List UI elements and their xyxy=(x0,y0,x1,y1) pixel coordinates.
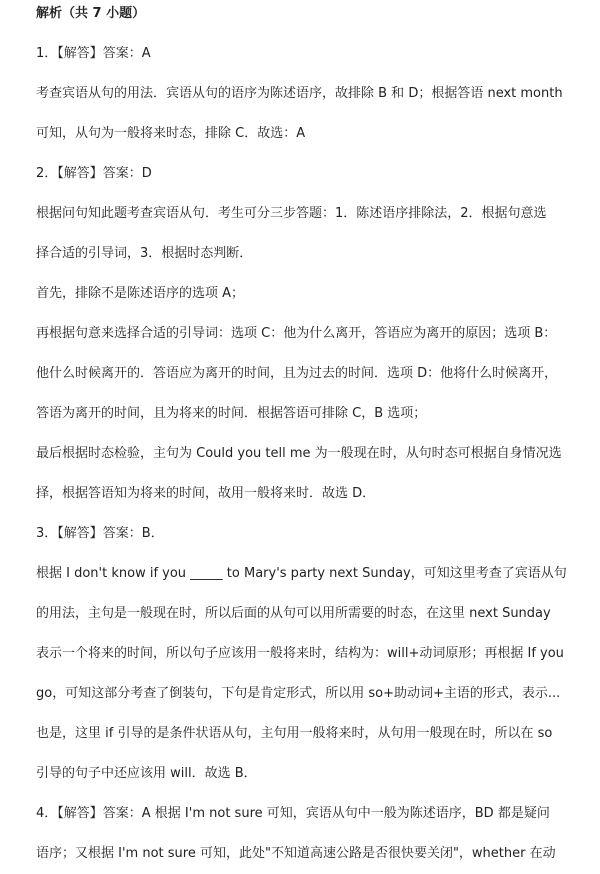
answer-2-text-line: 择，根据答语知为将来的时间，故用一般将来时．故选 D． xyxy=(36,486,376,501)
answer-1-header: 1．【解答】答案：A xyxy=(36,46,151,61)
answer-1-text-line: 考查宾语从句的用法．宾语从句的语序为陈述语序，故排除 B 和 D；根据答语 next month xyxy=(36,86,563,101)
answer-2-text-line: 根据问句知此题考查宾语从句．考生可分三步答题：1．陈述语序排除法，2．根据句意选 xyxy=(36,206,547,221)
answer-1-text-line: 可知，从句为一般将来时态，排除 C．故选：A xyxy=(36,126,306,141)
answer-2-text-line: 首先，排除不是陈述语序的选项 A； xyxy=(36,286,245,301)
answer-4-header: 4．【解答】答案：A 根据 I'm not sure 可知，宾语从句中一般为陈述语序，BD 都是疑问 xyxy=(36,806,550,821)
answer-2-text-line: 再根据句意来选择合适的引导词：选项 C：他为什么离开，答语应为离开的原因；选项 B： xyxy=(36,326,557,341)
section-title: 解析（共 7 小题） xyxy=(36,6,146,21)
answer-2-text-line: 答语为离开的时间，且为将来的时间．根据答语可排除 C，B 选项； xyxy=(36,406,427,421)
answer-3-text-line: 也是，这里 if 引导的是条件状语从句，主句用一般将来时，从句用一般现在时，所以在 so xyxy=(36,726,553,741)
answer-2-text-line: 择合适的引导词，3．根据时态判断． xyxy=(36,246,253,261)
answer-3-header: 3．【解答】答案：B． xyxy=(36,526,164,541)
answer-4-text-line: 语序；又根据 I'm not sure 可知，此处"不知道高速公路是否很快要关闭"，whether 在动 xyxy=(36,846,556,861)
answer-2-text-line: 最后根据时态检验，主句为 Could you tell me 为一般现在时，从句时态可根据自身情况选 xyxy=(36,446,562,461)
answer-2-text-line: 他什么时候离开的．答语应为离开的时间，且为过去的时间．选项 D：他将什么时候离开， xyxy=(36,366,558,381)
answer-2-header: 2．【解答】答案：D xyxy=(36,166,152,181)
answer-3-text-line: 的用法，主句是一般现在时，所以后面的从句可以用所需要的时态，在这里 next Sunday xyxy=(36,606,551,621)
answer-3-text-line: 引导的句子中还应该用 will．故选 B． xyxy=(36,766,257,781)
answer-3-text-line: 表示一个将来的时间，所以句子应该用一般将来时，结构为：will+动词原形；再根据 If you xyxy=(36,646,564,661)
answer-3-text-line: go，可知这部分考查了倒装句，下句是肯定形式，所以用 so+助动词+主语的形式，表示... xyxy=(36,686,561,701)
answer-3-text-line: 根据 I don't know if you _____ to Mary's party next Sunday，可知这里考查了宾语从句 xyxy=(36,566,567,581)
